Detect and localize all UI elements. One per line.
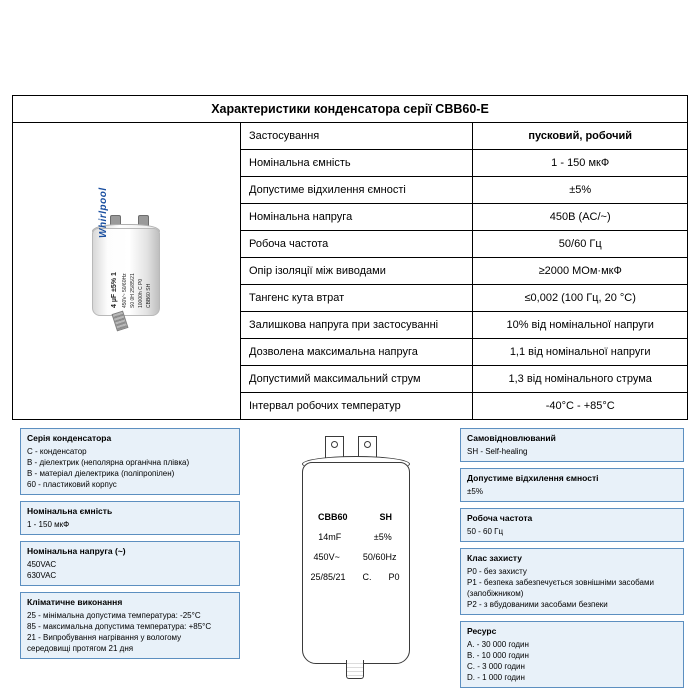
legend-line: 50 - 60 Гц <box>467 527 504 536</box>
legend-header: Робоча частота <box>467 513 533 523</box>
legend-box-series <box>20 428 240 495</box>
marking-explanation-section <box>12 428 688 698</box>
table-row <box>241 150 687 177</box>
diagram-tolerance-text: ±5% <box>373 532 392 542</box>
legend-box-protection-class <box>460 548 684 615</box>
legend-box-climatic <box>20 592 240 659</box>
terminal-hole-icon <box>364 441 371 448</box>
capacitor-photo-cell <box>13 123 241 419</box>
spec-param: Номінальна ємність <box>241 150 473 177</box>
photo-brand-label: Whirlpool <box>97 187 109 238</box>
spec-value: -40°C - +85°C <box>473 393 687 420</box>
spec-value: 1 - 150 мкФ <box>473 150 687 177</box>
legend-line: P2 - з вбудованими засобами безпеки <box>467 600 608 609</box>
spec-value: ±5% <box>473 177 687 204</box>
legend-header: Клас захисту <box>467 553 523 563</box>
legend-line: 630VAC <box>27 571 57 580</box>
legend-header: Номінальна напруга (~) <box>27 546 126 556</box>
table-row <box>241 258 687 285</box>
legend-line: D. - 1 000 годин <box>467 673 525 682</box>
legend-box-voltage <box>20 541 240 586</box>
diagram-mounting-bolt <box>346 660 364 679</box>
spec-value: ≤0,002 (100 Гц, 20 °C) <box>473 285 687 312</box>
spec-param: Допустиме відхилення ємності <box>241 177 473 204</box>
legend-line: 25 - мінімальна допустима температура: -25°C <box>27 611 201 620</box>
legend-header: Ресурс <box>467 626 497 636</box>
legend-line: B. - 10 000 годин <box>467 651 529 660</box>
table-row <box>241 285 687 312</box>
legend-line: ±5% <box>467 487 483 496</box>
datasheet-page <box>12 95 688 698</box>
legend-line: середовищі протягом 21 дня <box>27 644 134 653</box>
legend-line: A. - 30 000 годин <box>467 640 529 649</box>
legend-box-tolerance <box>460 468 684 502</box>
photo-label-line-4: 10000h C P0 <box>137 278 144 308</box>
capacitor-marking-diagram <box>280 434 430 684</box>
diagram-class-text: C. <box>362 572 372 582</box>
spec-value: 450В (AC/~) <box>473 204 687 231</box>
page-title: Характеристики конденсатора серії CBB60-E <box>13 96 687 123</box>
legend-header: Номінальна ємність <box>27 506 113 516</box>
right-legend-column <box>460 428 684 694</box>
legend-box-frequency <box>460 508 684 542</box>
legend-line: 85 - максимальна допустима температура: +85°C <box>27 622 212 631</box>
photo-label-line-2: 450V~ 50/60Hz <box>121 273 128 308</box>
legend-line: C. - 3 000 годин <box>467 662 525 671</box>
spec-value: пусковий, робочий <box>473 123 687 150</box>
specifications-block <box>12 95 688 420</box>
diagram-frequency-text: 50/60Hz <box>362 552 397 562</box>
diagram-protection-text: P0 <box>388 572 400 582</box>
spec-param: Номінальна напруга <box>241 204 473 231</box>
photo-label-line-1: 4 µF ±5% 1 <box>110 272 118 308</box>
legend-line: (запобіжником) <box>467 589 524 598</box>
legend-box-capacitance <box>20 501 240 535</box>
diagram-text-row-3 <box>302 552 408 562</box>
diagram-sh-text: SH <box>379 512 392 522</box>
legend-header: Кліматичне виконання <box>27 597 123 607</box>
spec-value: 10% від номінальної напруги <box>473 312 687 339</box>
left-legend-column <box>20 428 240 665</box>
table-row <box>241 177 687 204</box>
specifications-table <box>241 123 687 419</box>
legend-line: В - матеріал діелектрика (поліпропілен) <box>27 469 175 478</box>
diagram-text-row-1 <box>302 512 408 522</box>
legend-line: SH - Self-healing <box>467 447 528 456</box>
legend-line: B - діелектрик (неполярна органічна плівка) <box>27 458 190 467</box>
diagram-capacitance-text: 14mF <box>318 532 342 542</box>
legend-line: 21 - Випробування нагрівання у вологому <box>27 633 182 642</box>
photo-label-line-3: S0 0H 25/85/21 <box>129 273 136 308</box>
diagram-series-text: CBB60 <box>317 512 348 522</box>
legend-box-self-healing <box>460 428 684 462</box>
diagram-text-row-2 <box>302 532 408 542</box>
spec-param: Допустимий максимальний струм <box>241 366 473 393</box>
legend-line: P1 - безпека забезпечується зовнішніми засобами <box>467 578 654 587</box>
table-row <box>241 366 687 393</box>
table-row <box>241 123 687 150</box>
table-row <box>241 312 687 339</box>
legend-line: С - конденсатор <box>27 447 87 456</box>
capacitor-photo <box>52 187 202 330</box>
table-row <box>241 204 687 231</box>
table-row <box>241 393 687 420</box>
spec-param: Тангенс кута втрат <box>241 285 473 312</box>
table-row <box>241 339 687 366</box>
legend-box-lifetime <box>460 621 684 688</box>
spec-param: Дозволена максимальна напруга <box>241 339 473 366</box>
spec-value: 1,1 від номінальної напруги <box>473 339 687 366</box>
spec-param: Робоча частота <box>241 231 473 258</box>
legend-line: 60 - пластиковий корпус <box>27 480 117 489</box>
diagram-body <box>302 462 410 664</box>
spec-value: 50/60 Гц <box>473 231 687 258</box>
photo-label-line-5: CBB60 SH <box>145 283 152 308</box>
spec-param: Застосування <box>241 123 473 150</box>
terminal-hole-icon <box>331 441 338 448</box>
legend-line: 1 - 150 мкФ <box>27 520 70 529</box>
spec-value: 1,3 від номінального струма <box>473 366 687 393</box>
diagram-text-row-4 <box>302 572 408 582</box>
spec-param: Опір ізоляції між виводами <box>241 258 473 285</box>
spec-param: Інтервал робочих температур <box>249 400 401 412</box>
diagram-voltage-text: 450V~ <box>313 552 340 562</box>
legend-line: P0 - без захисту <box>467 567 527 576</box>
diagram-climatic-text: 25/85/21 <box>310 572 346 582</box>
legend-line: 450VAC <box>27 560 57 569</box>
legend-header: Серія конденсатора <box>27 433 112 443</box>
table-row <box>241 231 687 258</box>
spec-param: Залишкова напруга при застосуванні <box>241 312 473 339</box>
spec-value: ≥2000 МОм·мкФ <box>473 258 687 285</box>
legend-header: Допустиме відхилення ємності <box>467 473 599 483</box>
legend-header: Самовідновлюваний <box>467 433 556 443</box>
